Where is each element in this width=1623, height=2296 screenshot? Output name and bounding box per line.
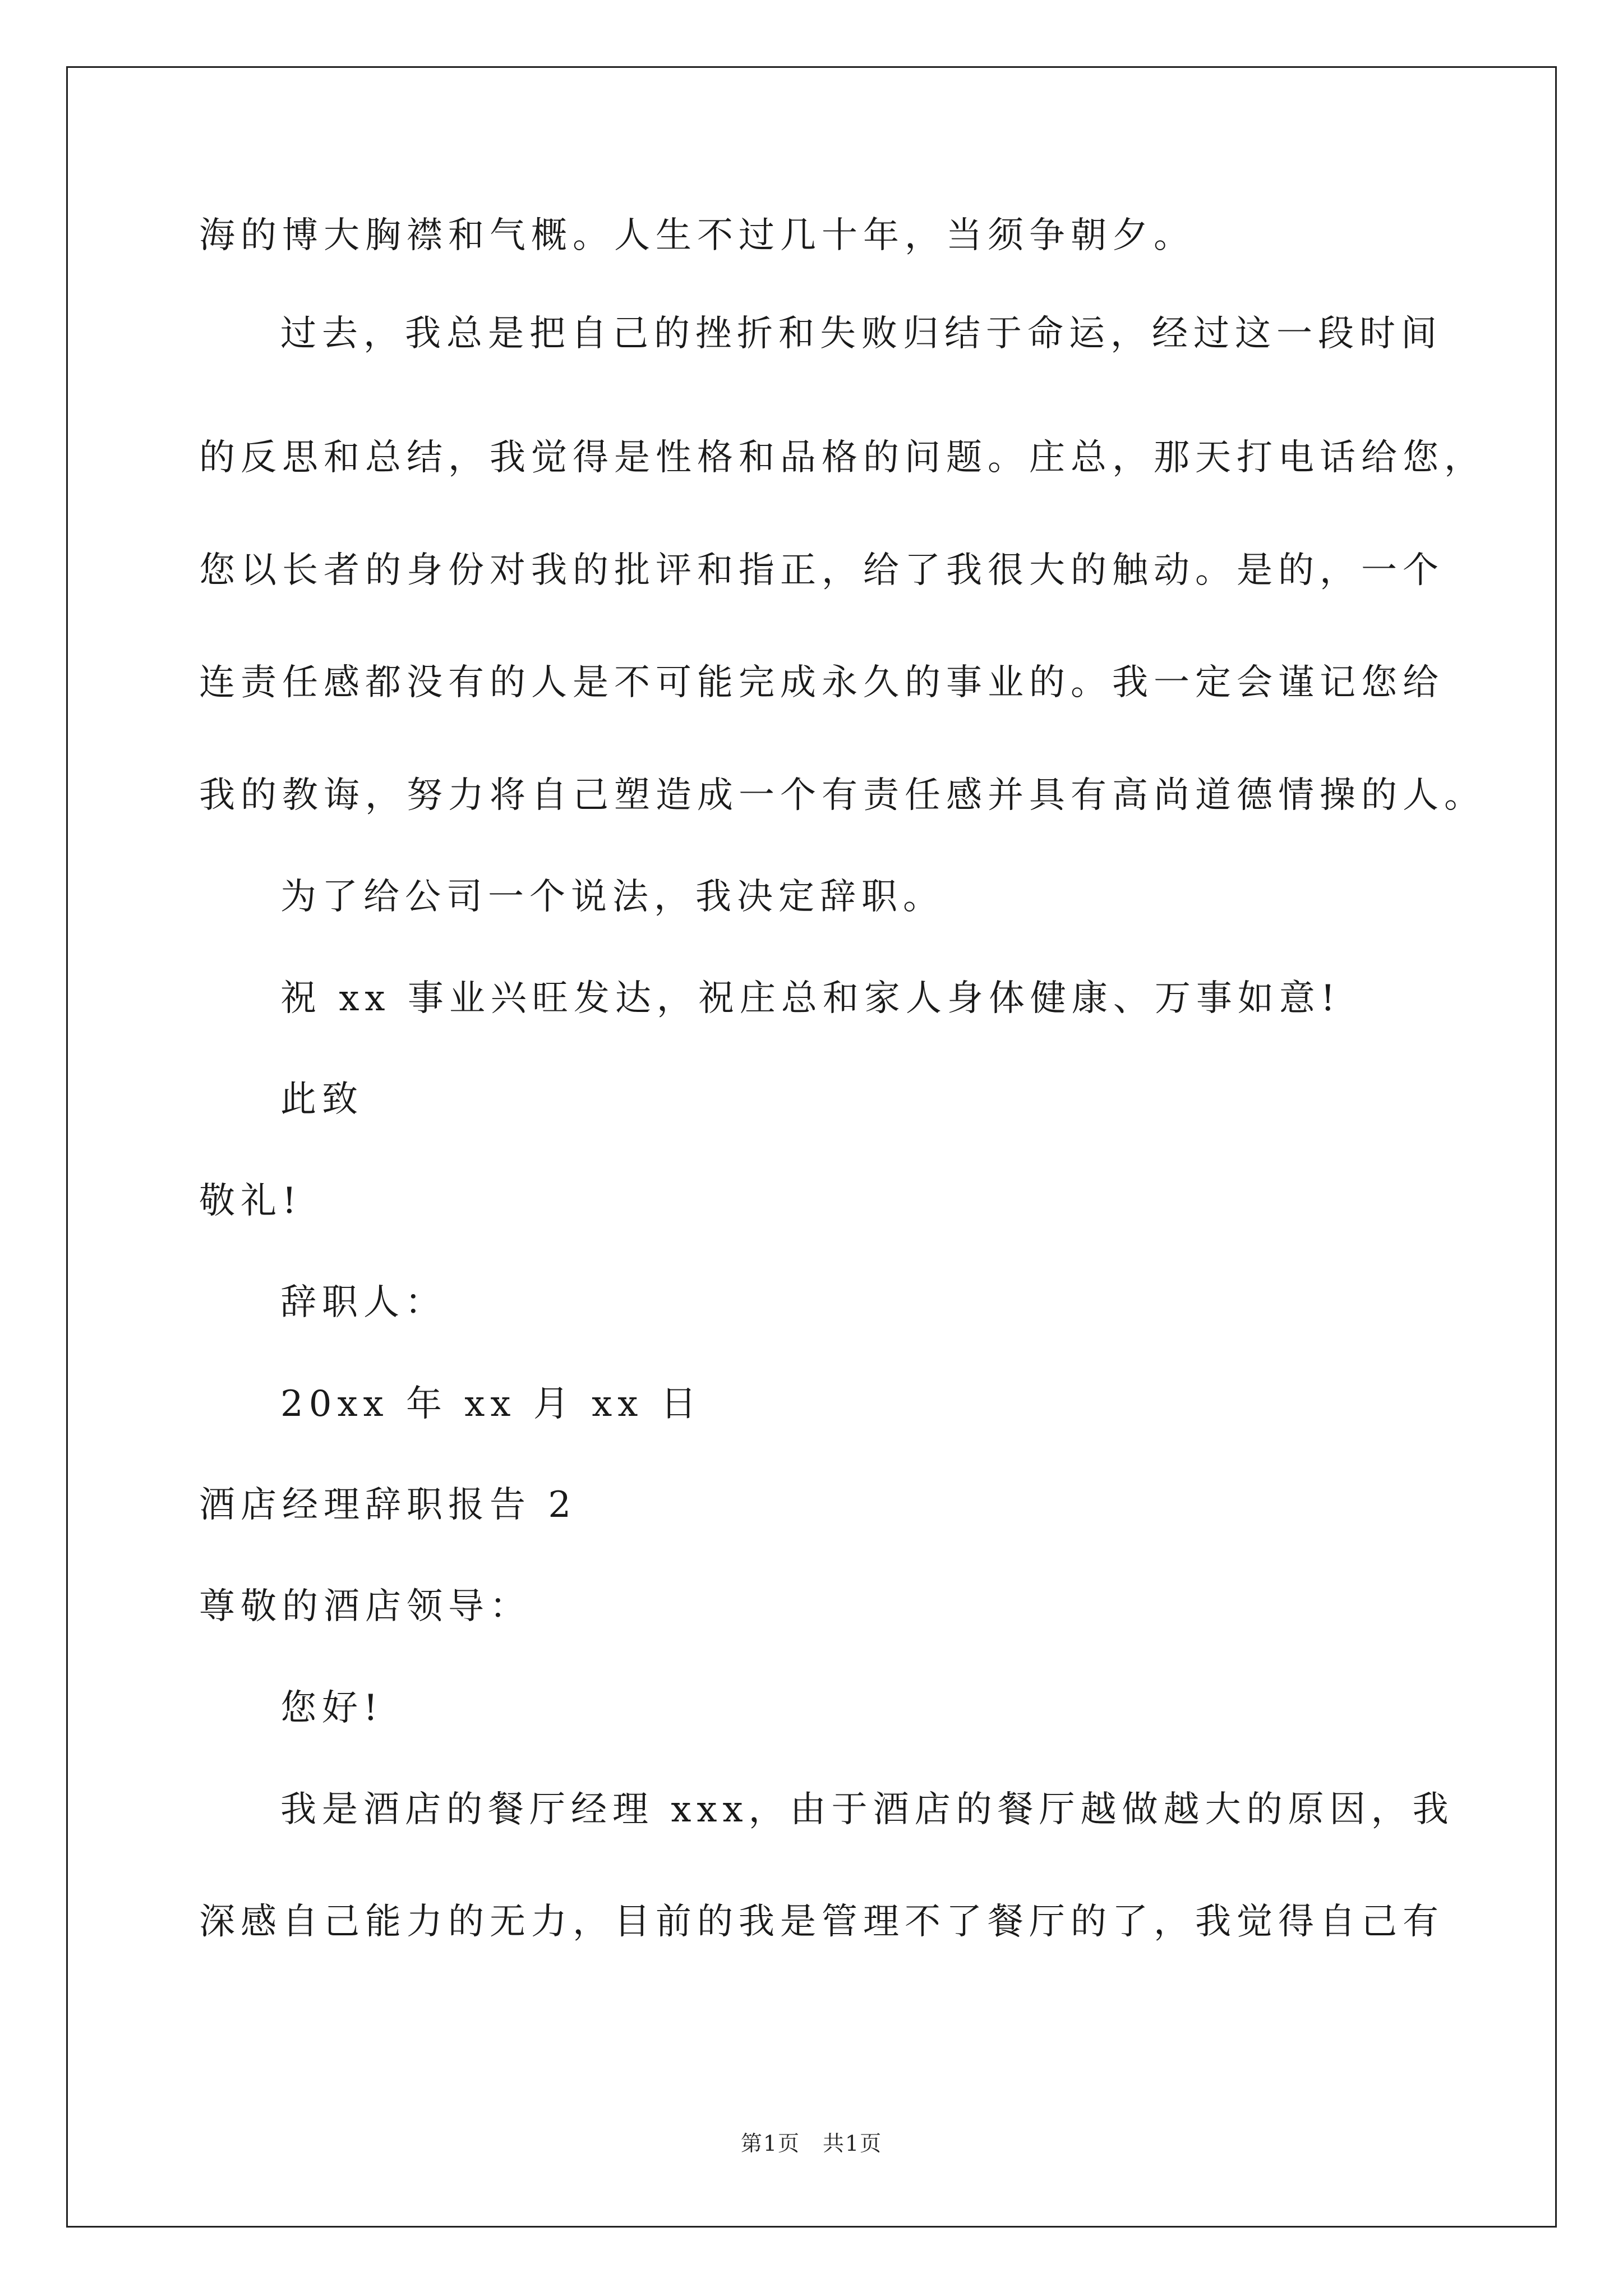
paragraph-line: 我的教诲，努力将自己塑造成一个有责任感并具有高尚道德情操的人。	[199, 775, 1486, 816]
paragraph-line: 我是酒店的餐厅经理 xxx，由于酒店的餐厅越做越大的原因，我	[280, 1789, 1454, 1830]
paragraph-line: 海的博大胸襟和气概。人生不过几十年，当须争朝夕。	[199, 215, 1195, 256]
signature-label: 辞职人：	[280, 1282, 446, 1323]
paragraph-line: 祝 xx 事业兴旺发达，祝庄总和家人身体健康、万事如意!	[280, 978, 1341, 1019]
closing-salutation: 敬礼!	[199, 1180, 302, 1222]
paragraph-line: 连责任感都没有的人是不可能完成永久的事业的。我一定会谨记您给	[199, 662, 1444, 703]
paragraph-line: 您以长者的身份对我的批评和指正，给了我很大的触动。是的，一个	[199, 550, 1444, 591]
salutation: 尊敬的酒店领导：	[199, 1586, 531, 1627]
section-title: 酒店经理辞职报告 2	[199, 1484, 577, 1526]
paragraph-line: 的反思和总结，我觉得是性格和品格的问题。庄总，那天打电话给您，	[199, 437, 1486, 478]
paragraph-line: 为了给公司一个说法，我决定辞职。	[280, 876, 944, 918]
date-line: 20xx 年 xx 月 xx 日	[280, 1383, 702, 1425]
paragraph-line: 过去，我总是把自己的挫折和失败归结于命运，经过这一段时间	[280, 313, 1442, 355]
paragraph-line: 深感自己能力的无力，目前的我是管理不了餐厅的了，我觉得自己有	[199, 1901, 1444, 1943]
greeting: 您好!	[280, 1687, 384, 1729]
page-footer: 第1页 共1页	[740, 2131, 883, 2156]
closing-phrase: 此致	[280, 1079, 363, 1120]
